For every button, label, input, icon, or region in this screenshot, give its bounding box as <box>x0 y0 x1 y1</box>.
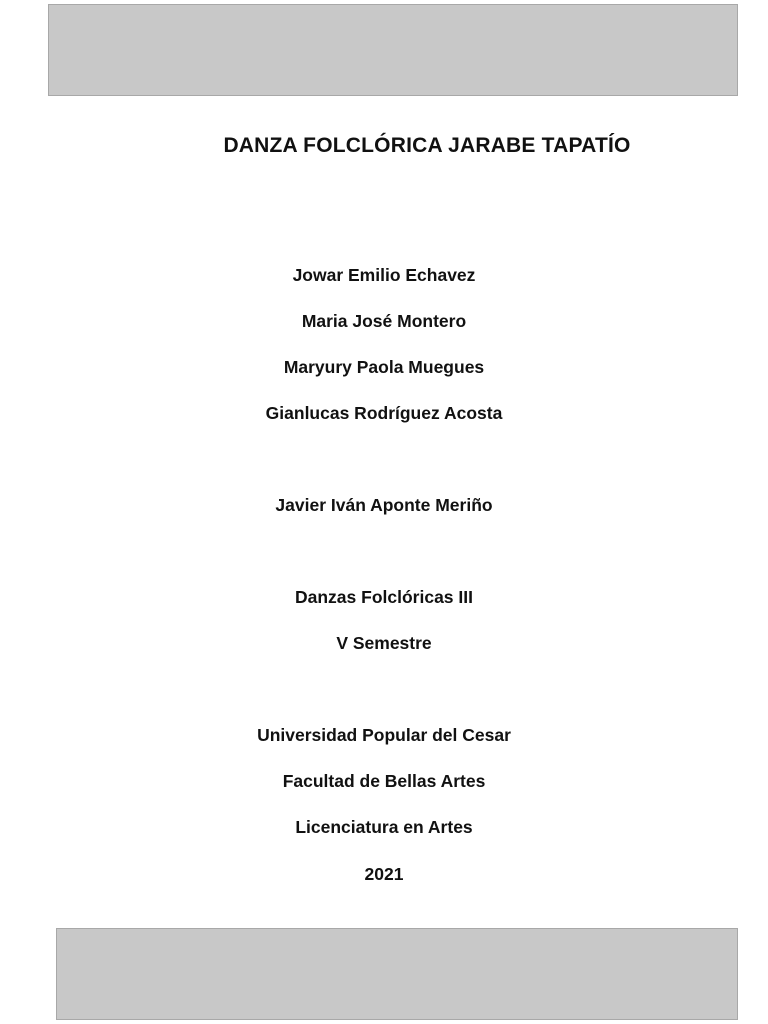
author-1: Jowar Emilio Echavez <box>292 265 476 285</box>
university-name: Universidad Popular del Cesar <box>257 725 511 745</box>
author-4: Gianlucas Rodríguez Acosta <box>265 403 503 423</box>
course-name: Danzas Folclóricas III <box>295 587 473 607</box>
author-2: Maria José Montero <box>301 311 467 331</box>
program-name: Licenciatura en Artes <box>295 817 473 837</box>
year: 2021 <box>364 864 404 884</box>
author-3: Maryury Paola Muegues <box>283 357 485 377</box>
semester: V Semestre <box>336 633 432 653</box>
floral-border-top <box>48 4 738 96</box>
teacher-name: Javier Iván Aponte Meriño <box>275 495 493 515</box>
floral-border-bottom <box>56 928 738 1020</box>
faculty-name: Facultad de Bellas Artes <box>282 771 486 791</box>
document-title: DANZA FOLCLÓRICA JARABE TAPATÍO <box>223 134 631 157</box>
